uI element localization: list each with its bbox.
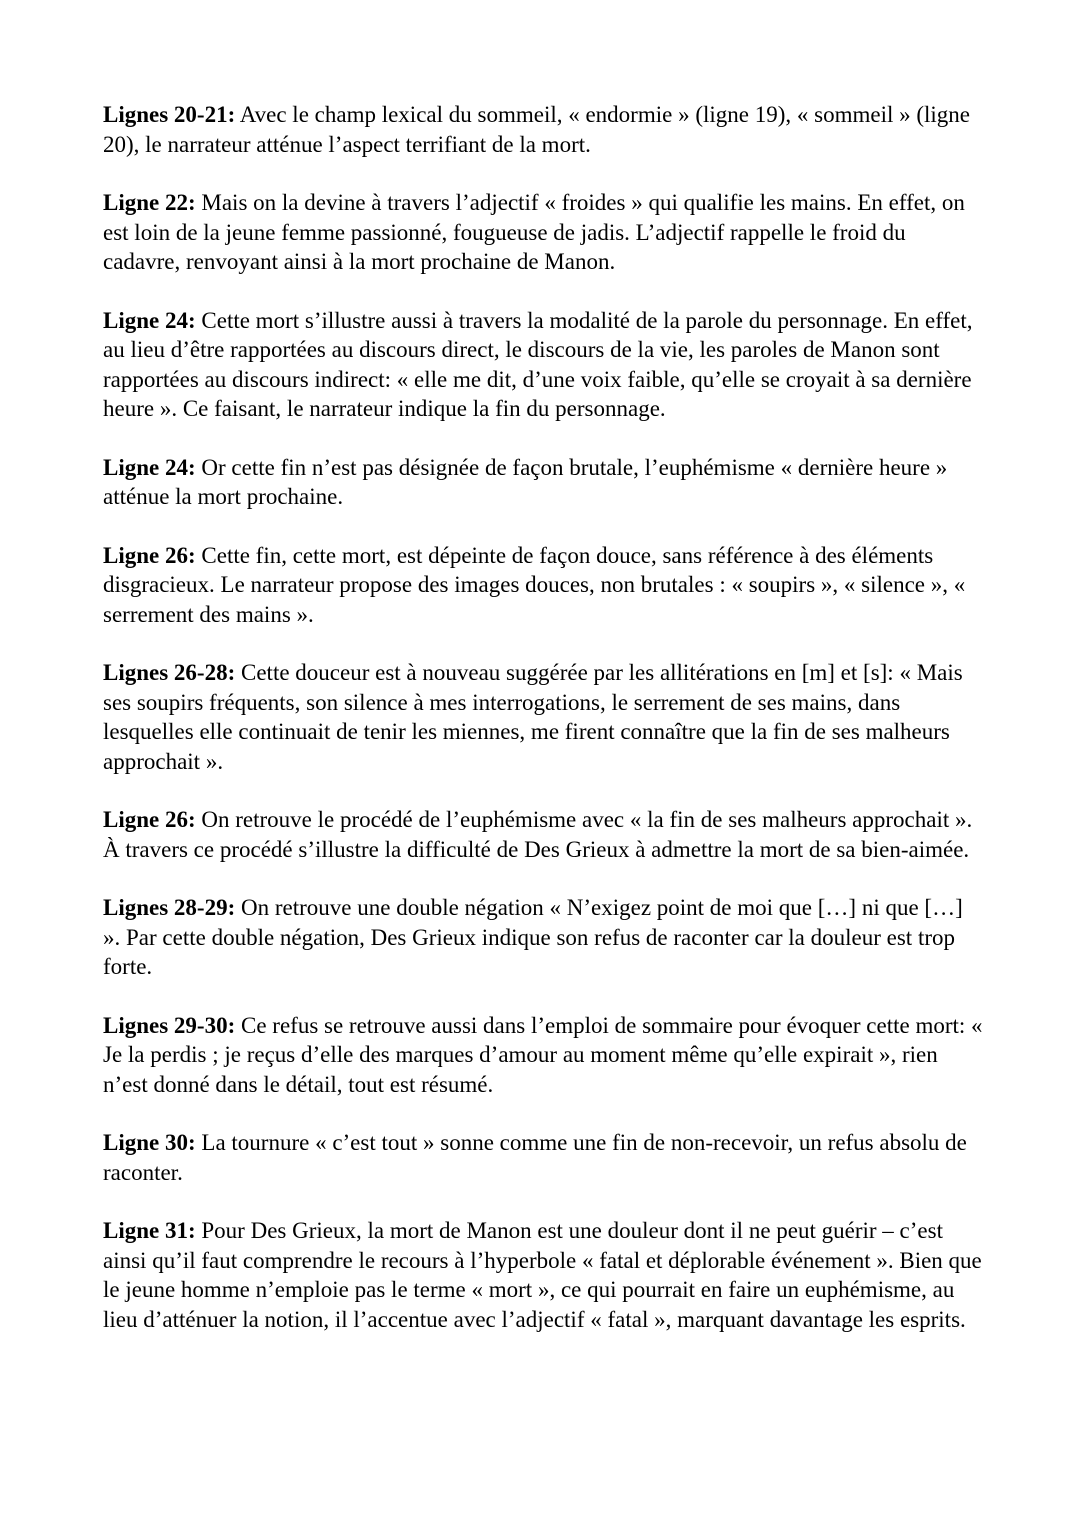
line-reference: Lignes 28-29: [103,895,236,920]
line-reference: Ligne 26: [103,542,196,568]
line-reference: Ligne 22: [103,190,196,215]
line-reference: Lignes 29-30: [103,1012,236,1038]
line-reference: Lignes 26-28: [103,660,236,685]
paragraph-text: Or cette fin n’est pas désignée de façon brutale, l’euphémisme « dernière heure » atténue la mort prochaine. [103,454,948,509]
paragraph-ligne-22 [103,188,983,277]
paragraph-ligne-30 [103,1128,983,1187]
paragraph-lignes-26-28 [103,658,983,776]
line-reference: Lignes 20-21: [103,102,236,127]
paragraph-lignes-29-30 [103,1011,983,1100]
paragraph-ligne-24-b [103,453,983,512]
line-reference: Ligne 24: [103,307,196,333]
paragraph-ligne-31 [103,1216,983,1334]
paragraph-lignes-20-21 [103,100,983,159]
line-reference: Ligne 24: [103,454,196,480]
paragraph-text: Pour Des Grieux, la mort de Manon est une douleur dont il ne peut guérir – c’est ainsi qu’il faut comprendre le recours à l’hyperbole « fatal et déplorable événement ». Bien que le jeune homme n’emploie pas le terme « mort », ce qui pourrait en faire un euphémisme, au lieu d’atténuer la notion, il l’accentue avec l’adjectif « fatal », marquant davantage les esprits. [103,1218,982,1332]
paragraph-text: Cette douceur est à nouveau suggérée par les allitérations en [m] et [s]: « Mais ses soupirs fréquents, son silence à mes interrogations, le serrement de ses mains, dans lesquelles elle continuait de tenir les miennes, me firent connaître que la fin de ses malheurs approchait ». [103,660,963,774]
document-page [103,100,983,1363]
paragraph-text: On retrouve le procédé de l’euphémisme avec « la fin de ses malheurs approchait ». À travers ce procédé s’illustre la difficulté de Des Grieux à admettre la mort de sa bien-aimée. [103,807,973,862]
paragraph-lignes-28-29 [103,893,983,982]
line-reference: Ligne 26: [103,807,196,832]
line-reference: Ligne 30: [103,1130,196,1155]
paragraph-text: Ce refus se retrouve aussi dans l’emploi de sommaire pour évoquer cette mort: « Je la perdis ; je reçus d’elle des marques d’amour au moment même qu’elle expirait », rien n’est donné dans le détail, tout est résumé. [103,1012,983,1097]
paragraph-ligne-26-a [103,541,983,630]
paragraph-ligne-24-a [103,306,983,424]
paragraph-text: Mais on la devine à travers l’adjectif « froides » qui qualifie les mains. En effet, on est loin de la jeune femme passionné, fougueuse de jadis. L’adjectif rappelle le froid du cadavre, renvoyant ainsi à la mort prochaine de Manon. [103,190,965,274]
paragraph-text: On retrouve une double négation « N’exigez point de moi que […] ni que […] ». Par cette double négation, Des Grieux indique son refus de raconter car la douleur est trop forte. [103,895,963,979]
paragraph-text: Cette mort s’illustre aussi à travers la modalité de la parole du personnage. En effet, au lieu d’être rapportées au discours direct, le discours de la vie, les paroles de Manon sont rapportées au discours indirect: « elle me dit, d’une voix faible, qu’elle se croyait à sa dernière heure ». Ce faisant, le narrateur indique la fin du personnage. [103,307,973,421]
line-reference: Ligne 31: [103,1218,196,1243]
paragraph-text: Cette fin, cette mort, est dépeinte de façon douce, sans référence à des éléments disgracieux. Le narrateur propose des images douces, non brutales : « soupirs », « silence », « serrement des mains ». [103,542,966,627]
paragraph-ligne-26-b [103,805,983,864]
paragraph-text: Avec le champ lexical du sommeil, « endormie » (ligne 19), « sommeil » (ligne 20), le narrateur atténue l’aspect terrifiant de la mort. [103,102,971,157]
paragraph-text: La tournure « c’est tout » sonne comme une fin de non-recevoir, un refus absolu de raconter. [103,1130,967,1185]
